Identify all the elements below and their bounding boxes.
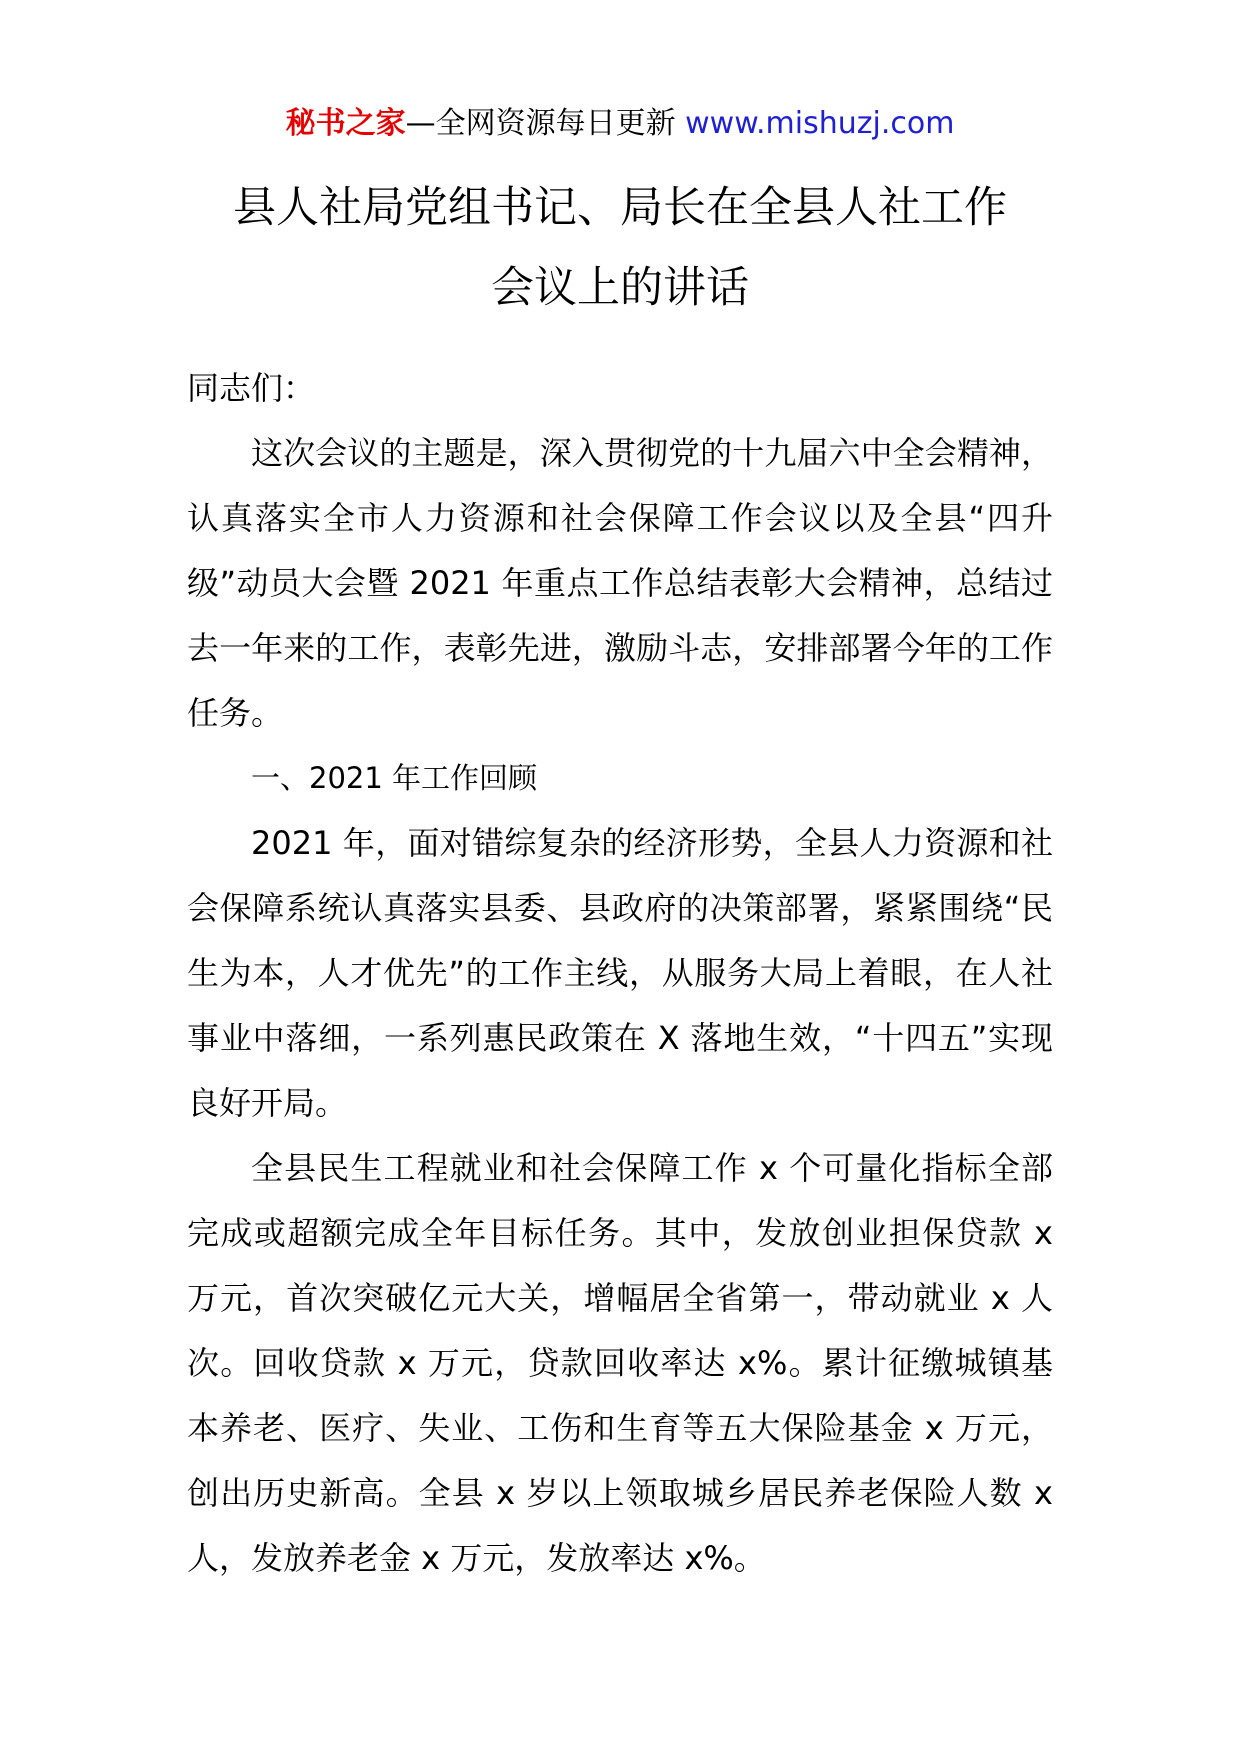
site-tagline: —全网资源每日更新 bbox=[405, 106, 676, 141]
site-url-link[interactable]: www.mishuzj.com bbox=[685, 106, 955, 141]
paragraph-meeting-theme: 这次会议的主题是，深入贯彻党的十九届六中全会精神，认真落实全市人力资源和社会保障工作会议以及全县“四升级”动员大会暨 2021 年重点工作总结表彰大会精神，总结过去一年来的工作，表彰先进，激励斗志，安排部署今年的工作任务。 bbox=[187, 434, 1053, 732]
salutation: 同志们： bbox=[187, 369, 316, 407]
paragraph-2021-overview: 2021 年，面对错综复杂的经济形势，全县人力资源和社会保障系统认真落实县委、县政府的决策部署，紧紧围绕“民生为本，人才优先”的工作主线，从服务大局上着眼，在人社事业中落细，一系列惠民政策在 X 落地生效，“十四五”实现良好开局。 bbox=[187, 824, 1053, 1122]
site-header bbox=[0, 104, 1240, 144]
site-brand: 秘书之家 bbox=[285, 106, 406, 141]
section-heading-review: 一、2021 年工作回顾 bbox=[251, 761, 538, 795]
paragraph-indicators: 全县民生工程就业和社会保障工作 x 个可量化指标全部完成或超额完成全年目标任务。其中，发放创业担保贷款 x 万元，首次突破亿元大关，增幅居全省第一，带动就业 x 人次。回收贷款 x 万元，贷款回收率达 x%。累计征缴城镇基本养老、医疗、失业、工伤和生育等五大保险基金 x 万元，创出历史新高。全县 x 岁以上领取城乡居民养老保险人数 x 人，发放养老金 x 万元，发放率达 x%。 bbox=[187, 1149, 1053, 1577]
document-title bbox=[0, 168, 1240, 328]
document-title-line-2: 会议上的讲话 bbox=[491, 263, 749, 313]
document-title-line-1: 县人社局党组书记、局长在全县人社工作 bbox=[233, 183, 1007, 233]
document-body bbox=[187, 356, 1053, 1591]
